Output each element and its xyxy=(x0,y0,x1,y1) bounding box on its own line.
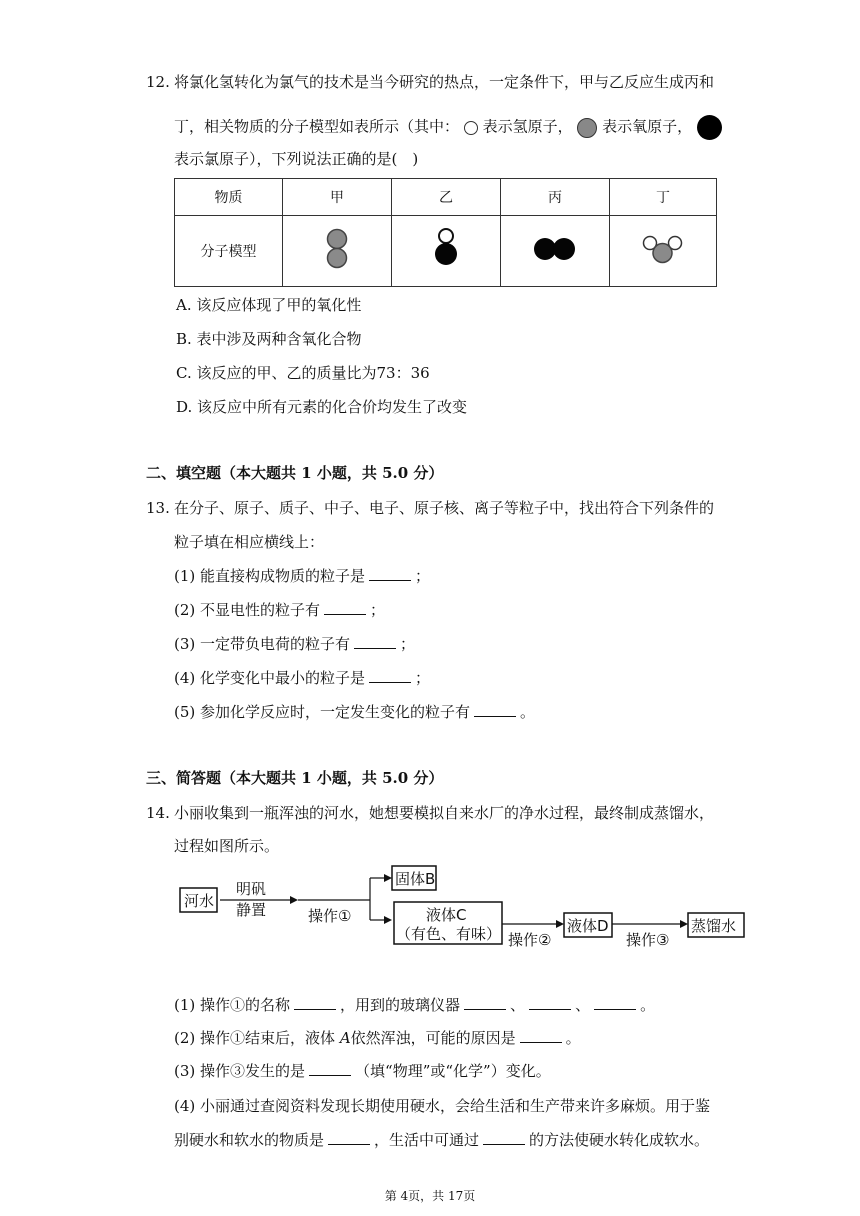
q12-stem-line2 xyxy=(174,115,722,140)
answer-blank[interactable] xyxy=(369,566,411,581)
section-short-answer-title: 三、简答题（本大题共 1 小题，共 5.0 分） xyxy=(146,769,444,787)
distilled-water-label: 蒸馏水 xyxy=(691,917,737,935)
q13-item-2-punct: ； xyxy=(370,601,386,619)
q14-sub-3-text-b: （填“物理”或“化学”）变化。 xyxy=(355,1062,551,1080)
q14-stem-line1: 小丽收集到一瓶浑浊的河水，她想要模拟自来水厂的净水过程，最终制成蒸馏水， xyxy=(174,804,715,822)
op1-label: 操作① xyxy=(308,907,352,925)
river-water-label: 河水 xyxy=(184,892,215,910)
answer-blank[interactable] xyxy=(328,1130,370,1145)
q13-item-5-text: (5) 参加化学反应时，一定发生变化的粒子有 xyxy=(174,703,471,721)
answer-blank[interactable] xyxy=(520,1028,562,1043)
arrow-head-icon xyxy=(290,896,298,904)
answer-blank[interactable] xyxy=(354,634,396,649)
alum-label: 明矾 xyxy=(236,880,267,898)
q13-item-1-punct: ； xyxy=(415,567,431,585)
q13-item-3 xyxy=(174,634,415,654)
q12-option-a: A. 该反应体现了甲的氧化性 xyxy=(176,296,362,314)
q13-item-4 xyxy=(174,668,430,688)
water-molecule-icon xyxy=(638,229,688,269)
q14-sub-1-text-a: (1) 操作①的名称 xyxy=(174,996,291,1014)
q12-stem-line2-text: 丁，相关物质的分子模型如表所示（其中： xyxy=(174,117,460,136)
q14-sub-3-text-a: (3) 操作③发生的是 xyxy=(174,1062,306,1080)
q14-sub-4-line1: (4) 小丽通过查阅资料发现长期使用硬水，会给生活和生产带来许多麻烦。用于鉴 xyxy=(174,1097,711,1115)
oxygen-atom-icon xyxy=(577,118,597,138)
model-ding xyxy=(610,216,717,287)
q12-stem-line3: 表示氯原子），下列说法正确的是( ) xyxy=(174,150,419,168)
model-bing xyxy=(501,216,610,287)
q12-option-d: D. 该反应中所有元素的化合价均发生了改变 xyxy=(176,398,468,416)
q13-stem-line2: 粒子填在相应横线上： xyxy=(174,533,325,551)
q13-item-2 xyxy=(174,600,385,620)
arrow-head-icon xyxy=(384,916,392,924)
q14-sub-3 xyxy=(174,1061,551,1081)
q14-sub-4-text-a: 别硬水和软水的物质是 xyxy=(174,1131,325,1149)
liquid-c-note: （有色、有味） xyxy=(396,925,502,943)
q13-item-1-text: (1) 能直接构成物质的粒子是 xyxy=(174,567,366,585)
answer-blank[interactable] xyxy=(294,995,336,1010)
q14-sub-2 xyxy=(174,1028,581,1048)
answer-blank[interactable] xyxy=(529,995,571,1010)
arrow-head-icon xyxy=(384,874,392,882)
table-row-label-model: 分子模型 xyxy=(175,216,283,287)
q14-sub-2-text-b: 依然浑浊，可能的原因是 xyxy=(350,1029,516,1047)
q14-sub-4-text-b: ，生活中可通过 xyxy=(374,1131,480,1149)
oxygen-molecule-icon xyxy=(426,224,466,274)
q14-sub-1-text-b: ，用到的玻璃仪器 xyxy=(340,996,461,1014)
q13-item-5-punct: 。 xyxy=(520,703,536,721)
q13-number: 13. xyxy=(146,499,170,517)
section-fill-in-title: 二、填空题（本大题共 1 小题，共 5.0 分） xyxy=(146,464,444,482)
q14-sub-1-sep-1: 、 xyxy=(510,996,526,1014)
q14-sub-2-var: A xyxy=(339,1029,351,1047)
table-header-jia: 甲 xyxy=(283,179,392,216)
model-yi xyxy=(392,216,501,287)
answer-blank[interactable] xyxy=(464,995,506,1010)
hcl-molecule-icon xyxy=(317,224,357,274)
model-jia xyxy=(283,216,392,287)
water-purification-flow-diagram xyxy=(170,858,760,958)
table-header-ding: 丁 xyxy=(610,179,717,216)
q12-number: 12. xyxy=(146,73,170,91)
q13-item-3-punct: ； xyxy=(400,635,416,653)
answer-blank[interactable] xyxy=(594,995,636,1010)
q13-item-5 xyxy=(174,702,535,722)
q13-item-4-text: (4) 化学变化中最小的粒子是 xyxy=(174,669,366,687)
arrow-head-icon xyxy=(556,920,564,928)
q13-item-1 xyxy=(174,566,430,586)
molecule-model-table xyxy=(174,178,717,287)
q14-number: 14. xyxy=(146,804,170,822)
settle-label: 静置 xyxy=(236,901,267,919)
chlorine-atom-icon xyxy=(697,115,722,140)
answer-blank[interactable] xyxy=(369,668,411,683)
q12-option-b: B. 表中涉及两种含氧化合物 xyxy=(176,330,362,348)
q14-sub-4-text-c: 的方法使硬水转化成软水。 xyxy=(529,1131,710,1149)
answer-blank[interactable] xyxy=(474,702,516,717)
legend-hydrogen-label: 表示氢原子， xyxy=(482,117,573,136)
answer-blank[interactable] xyxy=(324,600,366,615)
op2-label: 操作② xyxy=(508,931,552,949)
q14-sub-2-end: 。 xyxy=(565,1029,581,1047)
q13-item-3-text: (3) 一定带负电荷的粒子有 xyxy=(174,635,351,653)
table-header-yi: 乙 xyxy=(392,179,501,216)
q14-sub-1-end: 。 xyxy=(640,996,656,1014)
q14-sub-4-line2 xyxy=(174,1130,709,1150)
liquid-d-label: 液体D xyxy=(567,917,609,935)
q14-sub-2-text-a: (2) 操作①结束后，液体 xyxy=(174,1029,336,1047)
op3-label: 操作③ xyxy=(626,931,670,949)
q12-stem-line1: 将氯化氢转化为氯气的技术是当今研究的热点，一定条件下，甲与乙反应生成丙和 xyxy=(174,73,715,91)
answer-blank[interactable] xyxy=(309,1061,351,1076)
answer-blank[interactable] xyxy=(483,1130,525,1145)
page-footer: 第 4页，共 17页 xyxy=(384,1189,476,1203)
q14-sub-1 xyxy=(174,995,655,1015)
q13-item-2-text: (2) 不显电性的粒子有 xyxy=(174,601,321,619)
liquid-c-label: 液体C xyxy=(426,906,467,924)
q13-item-4-punct: ； xyxy=(415,669,431,687)
hydrogen-atom-icon xyxy=(464,121,478,135)
arrow-head-icon xyxy=(680,920,688,928)
legend-oxygen-label: 表示氧原子， xyxy=(602,117,693,136)
q14-sub-1-sep-2: 、 xyxy=(575,996,591,1014)
q14-stem-line2: 过程如图所示。 xyxy=(174,837,280,855)
q12-option-c: C. 该反应的甲、乙的质量比为73：36 xyxy=(176,364,430,382)
table-header-substance: 物质 xyxy=(175,179,283,216)
table-header-bing: 丙 xyxy=(501,179,610,216)
q13-stem-line1: 在分子、原子、质子、中子、电子、原子核、离子等粒子中，找出符合下列条件的 xyxy=(174,499,715,517)
solid-b-label: 固体B xyxy=(395,870,436,888)
chlorine-molecule-icon xyxy=(530,229,580,269)
